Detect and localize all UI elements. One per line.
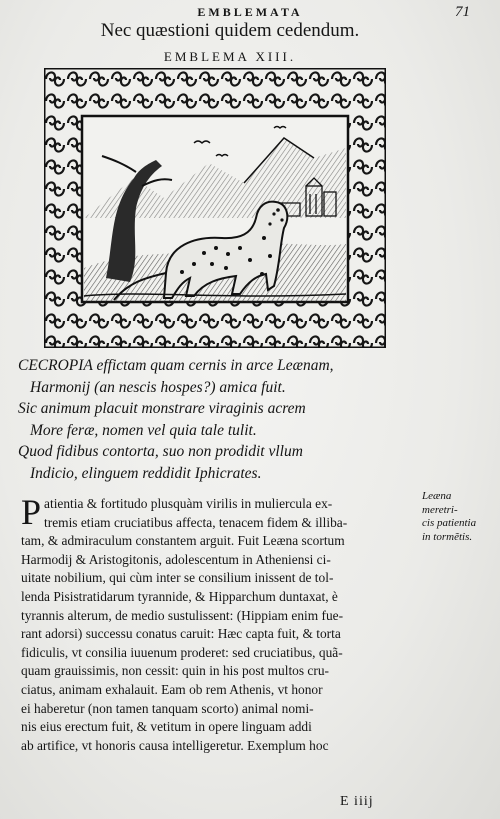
verse-line: More feræ, nomen vel quia tale tulit. — [30, 421, 257, 439]
marginal-note — [422, 490, 496, 544]
running-head: EMBLEMATA — [197, 5, 303, 19]
emblem-epigram — [18, 355, 418, 484]
prose-line: rant adorsi) successu conatus caruit: Hæc capta fuit, & torta — [21, 626, 341, 642]
prose-line: atientia & fortitudo plusquàm virilis in muliercula ex- — [44, 496, 333, 511]
prose-line: quam grauissimis, non cessit: quin in his post multos cru- — [21, 663, 329, 679]
verse-line: Harmonij (an nescis hospes?) amica fuit. — [30, 378, 286, 396]
prose-line: Harmodij & Aristogitonis, adolescentum in Atheniensi ci- — [21, 551, 331, 567]
prose-line: fidiculis, vt consilia iuuenum proderet: sed cruciatibus, quã- — [21, 644, 343, 660]
prose-line: tam, & admiraculum constantem arguit. Fuit Leæna scortum — [21, 533, 345, 549]
emblem-number: EMBLEMA XIII. — [163, 49, 297, 64]
verse-line: CECROPIA effictam quam cernis in arce Leænam, — [18, 357, 334, 374]
signature-mark: E iiij — [340, 794, 374, 809]
verse-line: Sic animum placuit monstrare viraginis acrem — [18, 400, 306, 417]
margin-line: Leæna — [422, 490, 452, 502]
verse-line: Quod fidibus contorta, suo non prodidit vllum — [18, 443, 303, 460]
margin-line: in tormẽtis. — [422, 530, 473, 543]
emblem-motto: Nec quæstioni quidem cedendum. — [100, 20, 360, 41]
prose-line: tremis etiam cruciatibus affecta, tenacem fidem & illiba- — [44, 514, 348, 530]
prose-line: ciatus, animam exhalauit. Eam ob rem Athenis, vt honor — [21, 681, 323, 697]
woodcut-illustration — [44, 68, 386, 348]
drop-capital: P — [21, 492, 42, 532]
prose-line: tyrannis alterum, de medio sustulissent: (Hippiam enim fue- — [21, 607, 344, 623]
prose-line: lenda Pisistratidarum tyrannide, & Hipparchum duntaxat, è — [21, 588, 338, 604]
prose-line: nis eius erectum fuit, & vetitum in opere linguam addi — [21, 719, 312, 735]
prose-line: ab artifice, vt honoris causa intelligeretur. Exemplum hoc — [21, 737, 329, 753]
prose-line: uitate nobilium, qui cùm inter se consilium inissent de tol- — [21, 570, 334, 586]
verse-line: Indicio, elinguem reddidit Iphicrates. — [30, 464, 262, 482]
commentary-text — [21, 492, 419, 755]
prose-line: ei haberetur (non tamen tanquam scorto) animal nomi- — [21, 700, 314, 716]
margin-line: cis patientia — [422, 517, 477, 529]
page-number: 71 — [455, 4, 470, 20]
margin-line: meretri- — [422, 503, 458, 516]
